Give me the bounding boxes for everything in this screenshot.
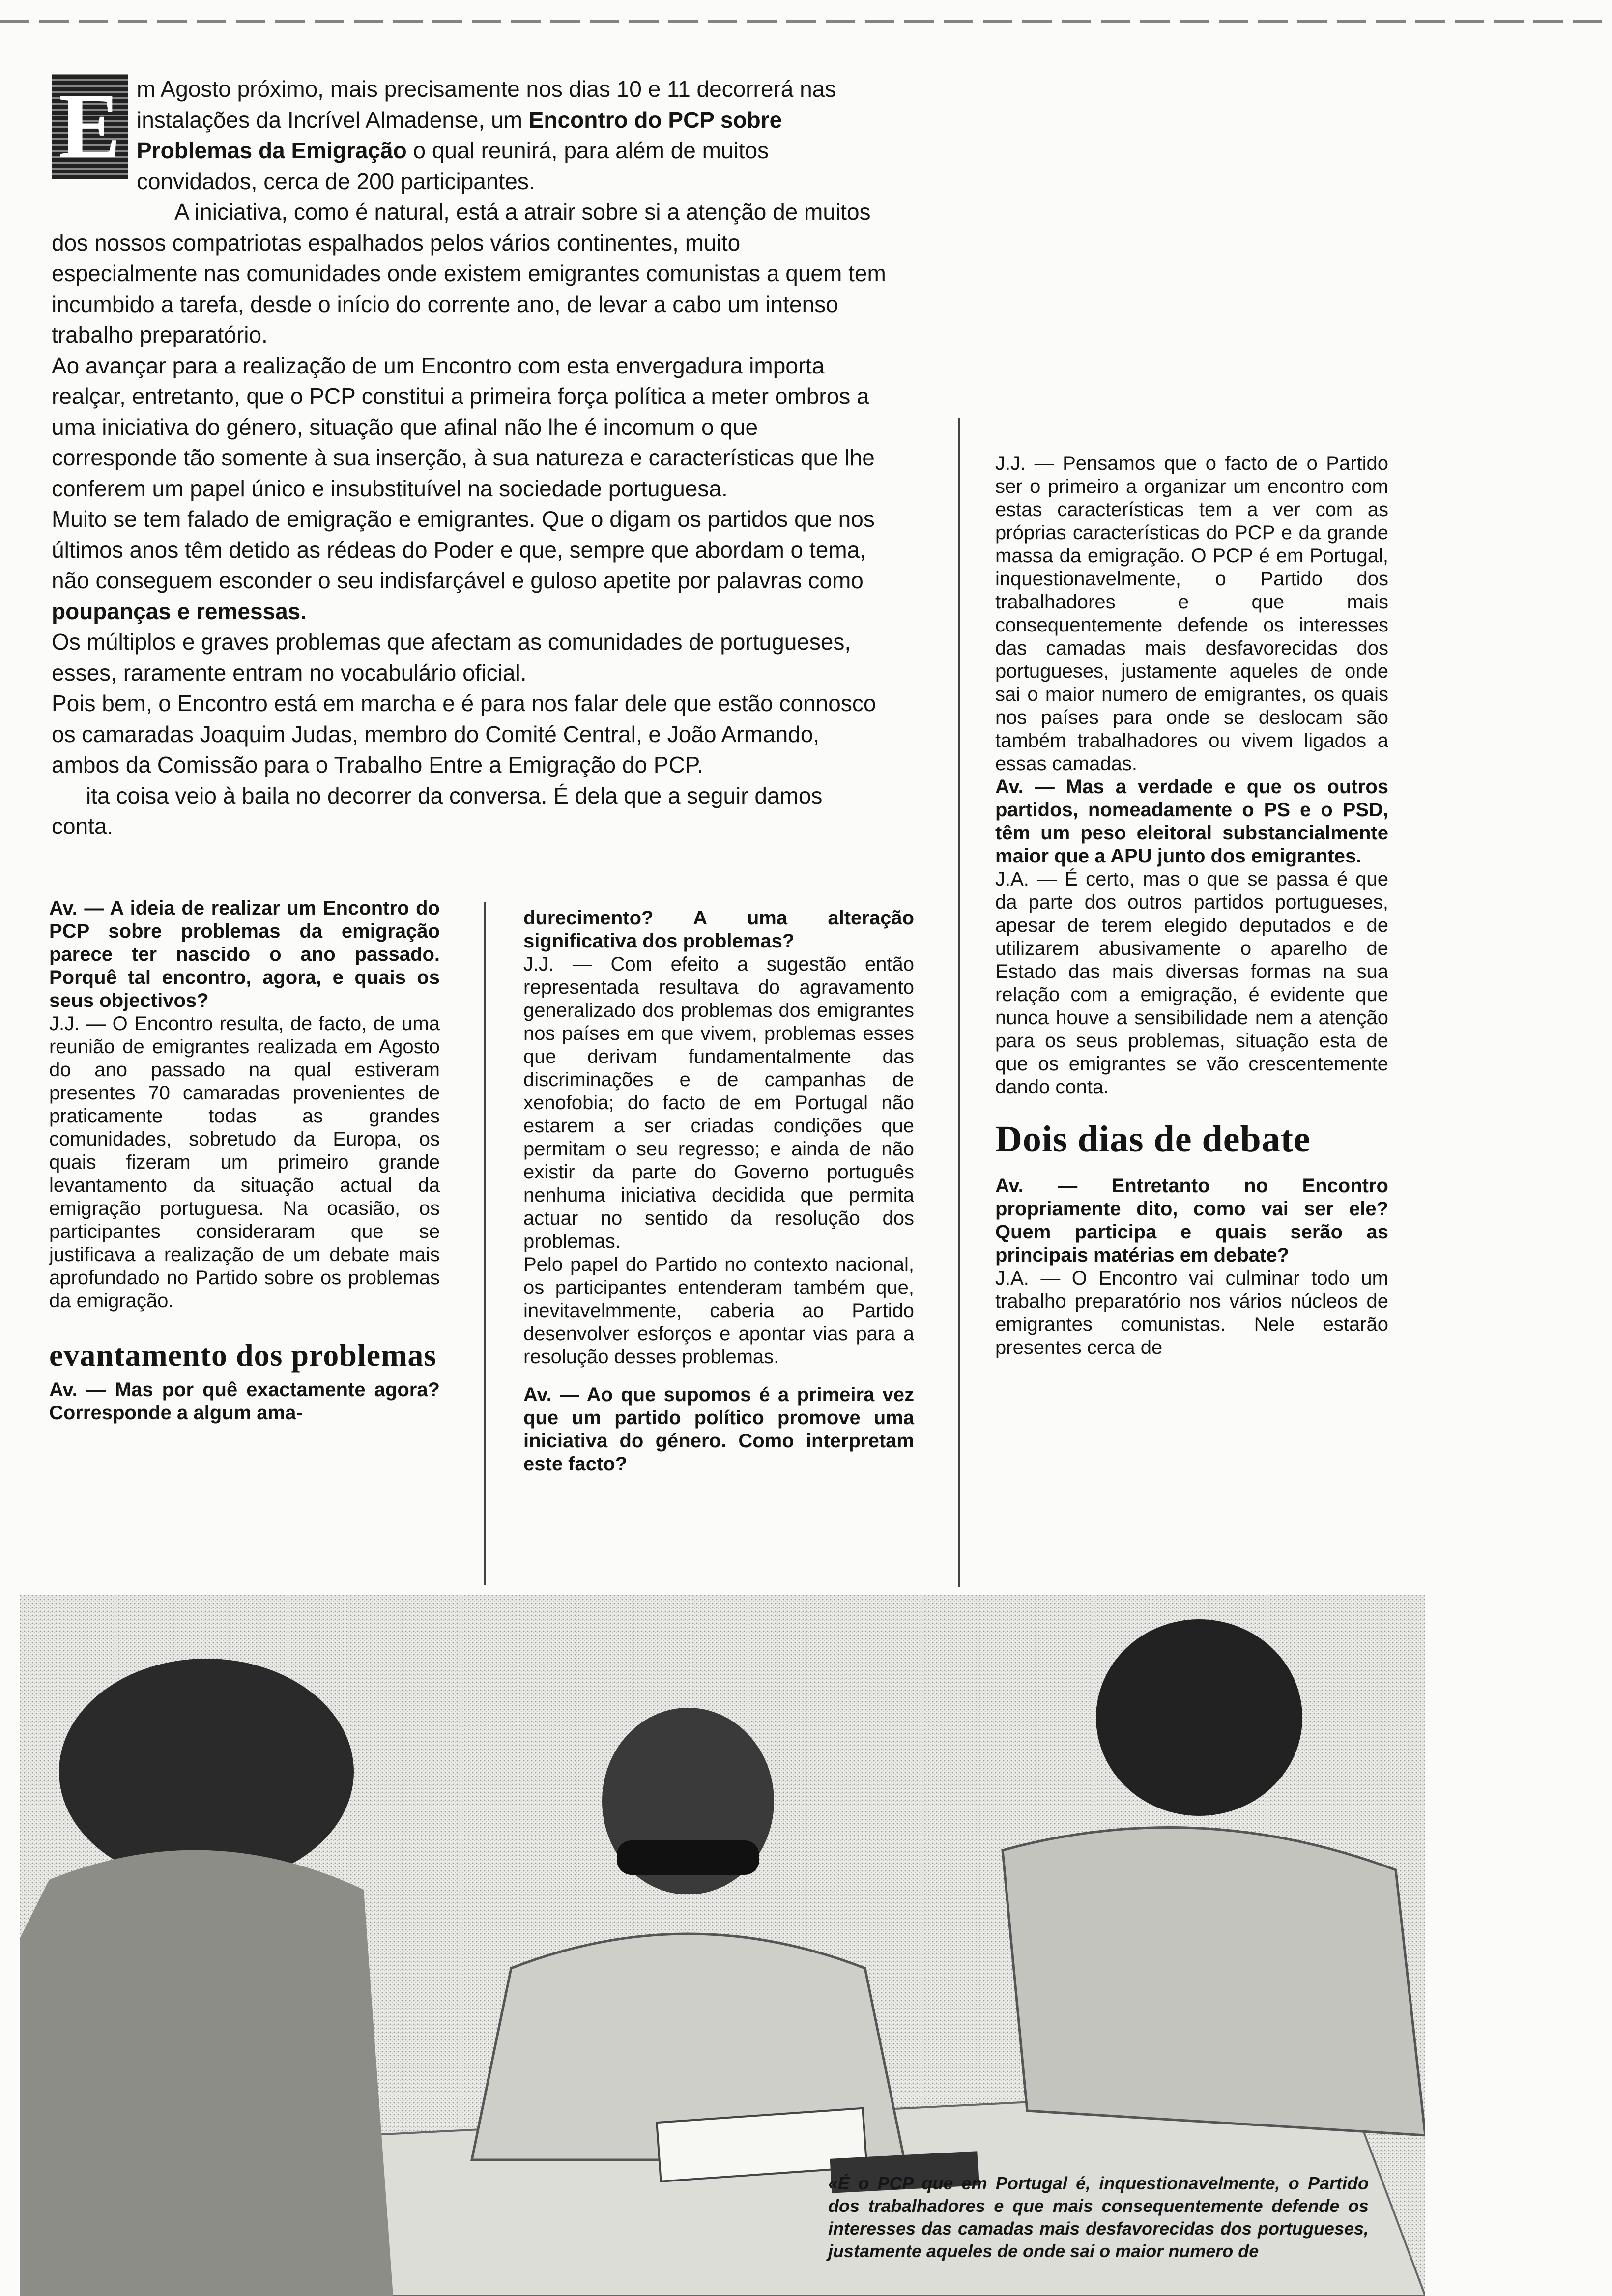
answer-1: J.J. — O Encontro resulta, de facto, de uma reunião de emigrantes realizada em Agosto do ano passado na qual estiveram presentes 70 camaradas provenientes de praticamente todas as grandes comunidades, sobretudo da Europa, os quais fizeram um primeiro grande levantamento da situação actual da emigração portuguesa. Na ocasião, os participantes consideraram que se justificava a realização de um debate mais aprofundado no Partido sobre os problemas da emigração. (49, 1013, 440, 1312)
question-3: Av. — Ao que supomos é a primeira vez que um partido político promove uma iniciativa do género. Como interpretam este facto? (523, 1384, 914, 1475)
intro-p1: m Agosto próximo, mais precisamente nos dias 10 e 11 decorrerá nas instalações da Incrível Almadense, um Encontro do PCP sobre Problemas da Emigração o qual reunirá, para além de muitos convidados, cerca de 200 participantes. (137, 76, 836, 194)
column-1 (49, 897, 440, 1425)
subhead-dois-dias: Dois dias de debate (995, 1119, 1311, 1160)
question-1: Av. — A ideia de realizar um Encontro do PCP sobre problemas da emigração parece ter nascido o ano passado. Porquê tal encontro, agora, e quais os seus objectivos? (49, 897, 440, 1011)
intro-p3: Ao avançar para a realização de um Encontro com esta envergadura importa realçar, entretanto, que o PCP constitui a primeira força política a meter ombros a uma iniciativa do género, situação que afinal não lhe é incomum o que corresponde tão somente à sua inserção, à sua natureza e características que lhe conferem um papel único e insubstituível na sociedade portuguesa. (52, 352, 875, 501)
dropcap: E (52, 74, 128, 179)
intro-p5: Os múltiplos e graves problemas que afectam as comunidades de portugueses, esses, raramente entram no vocabulário oficial. (52, 629, 851, 686)
intro-p4: Muito se tem falado de emigração e emigrantes. Que o digam os partidos que nos últimos anos têm detido as rédeas do Poder e que, sempre que abordam o tema, não conseguem esconder o seu indisfarçável e guloso apetite por palavras como poupanças e remessas. (52, 506, 875, 624)
answer-4: J.A. — É certo, mas o que se passa é que da parte dos outros partidos portugueses, apesar de terem elegido deputados e de utilizarem abusivamente o aparelho de Estado das mais diversas formas na sua relação com a emigração, é evidente que nunca houve a sensibilidade nem a atenção para os seus problemas, situação esta de que os emigrantes se vão crescentemente dando conta. (995, 868, 1388, 1098)
subhead-levantamento: evantamento dos problemas (49, 1338, 437, 1373)
column-3 (995, 452, 1388, 1359)
answer-5: J.A. — O Encontro vai culminar todo um trabalho preparatório nos vários núcleos de emigrantes comunistas. Nele estarão presentes cerca de (995, 1267, 1388, 1358)
question-2: Av. — Mas por quê exactamente agora? Corresponde a algum ama- (49, 1379, 440, 1424)
column-divider-2 (958, 418, 960, 1587)
answer-2: J.J. — Com efeito a sugestão então representada resultava do agravamento generalizado dos problemas dos emigrantes nos países em que vivem, problemas esses que derivam fundamentalmente das discriminações e de campanhas de xenofobia; do facto de em Portugal não estarem a ser criadas condições que permitam o seu regresso; e ainda de não existir da parte do Governo português nenhuma iniciativa decidida que permita actuar no sentido da resolução dos problemas. (523, 953, 914, 1252)
question-4: Av. — Mas a verdade e que os outros partidos, nomeadamente o PS e o PSD, têm um peso eleitoral substancialmente maior que a APU junto dos emigrantes. (995, 776, 1388, 867)
intro-p6: Pois bem, o Encontro está em marcha e é para nos falar dele que estão connosco os camaradas Joaquim Judas, membro do Comité Central, e João Armando, ambos da Comissão para o Trabalho Entre a Emigração do PCP. (52, 690, 876, 777)
intro (52, 74, 887, 842)
question-5: Av. — Entretanto no Encontro propriamente dito, como vai ser ele? Quem participa e quais serão as principais matérias em debate? (995, 1175, 1388, 1266)
top-rule (0, 20, 1612, 23)
photo-caption: «É o PCP que em Portugal é, inquestionavelmente, o Partido dos trabalhadores e que mais consequentemente defende os interesses das camadas mais desfavorecidas dos portugueses, justamente aqueles de onde sai o maior numero de (828, 2173, 1369, 2261)
column-2 (523, 907, 914, 1476)
intro-p2: A iniciativa, como é natural, está a atrair sobre si a atenção de muitos dos nossos compatriotas espalhados pelos vários continentes, muito especialmente nas comunidades onde existem emigrantes comunistas a quem tem incumbido a tarefa, desde o início do corrente ano, de levar a cabo um intenso trabalho preparatório. (52, 199, 886, 347)
answer-3: J.J. — Pensamos que o facto de o Partido ser o primeiro a organizar um encontro com estas características tem a ver com as próprias características do PCP e da grande massa da emigração. O PCP é em Portugal, inquestionavelmente, o Partido dos trabalhadores e que mais consequentemente defende os interesses das camadas mais desfavorecidas dos portugueses, justamente aqueles de onde sai o maior numero de emigrantes, os quais nos países para onde se deslocam são também trabalhadores ou vivem ligados a essas camadas. (995, 453, 1388, 775)
question-2-continued: durecimento? A uma alteração significativa dos problemas? (523, 907, 914, 952)
answer-2b: Pelo papel do Partido no contexto nacional, os participantes entenderam também que, inevitavelmmente, caberia ao Partido desenvolver esforços e apontar vias para a resolução desses problemas. (523, 1254, 914, 1368)
intro-p7: ita coisa veio à baila no decorrer da conversa. É dela que a seguir damos conta. (52, 782, 823, 839)
column-divider-1 (484, 902, 486, 1585)
